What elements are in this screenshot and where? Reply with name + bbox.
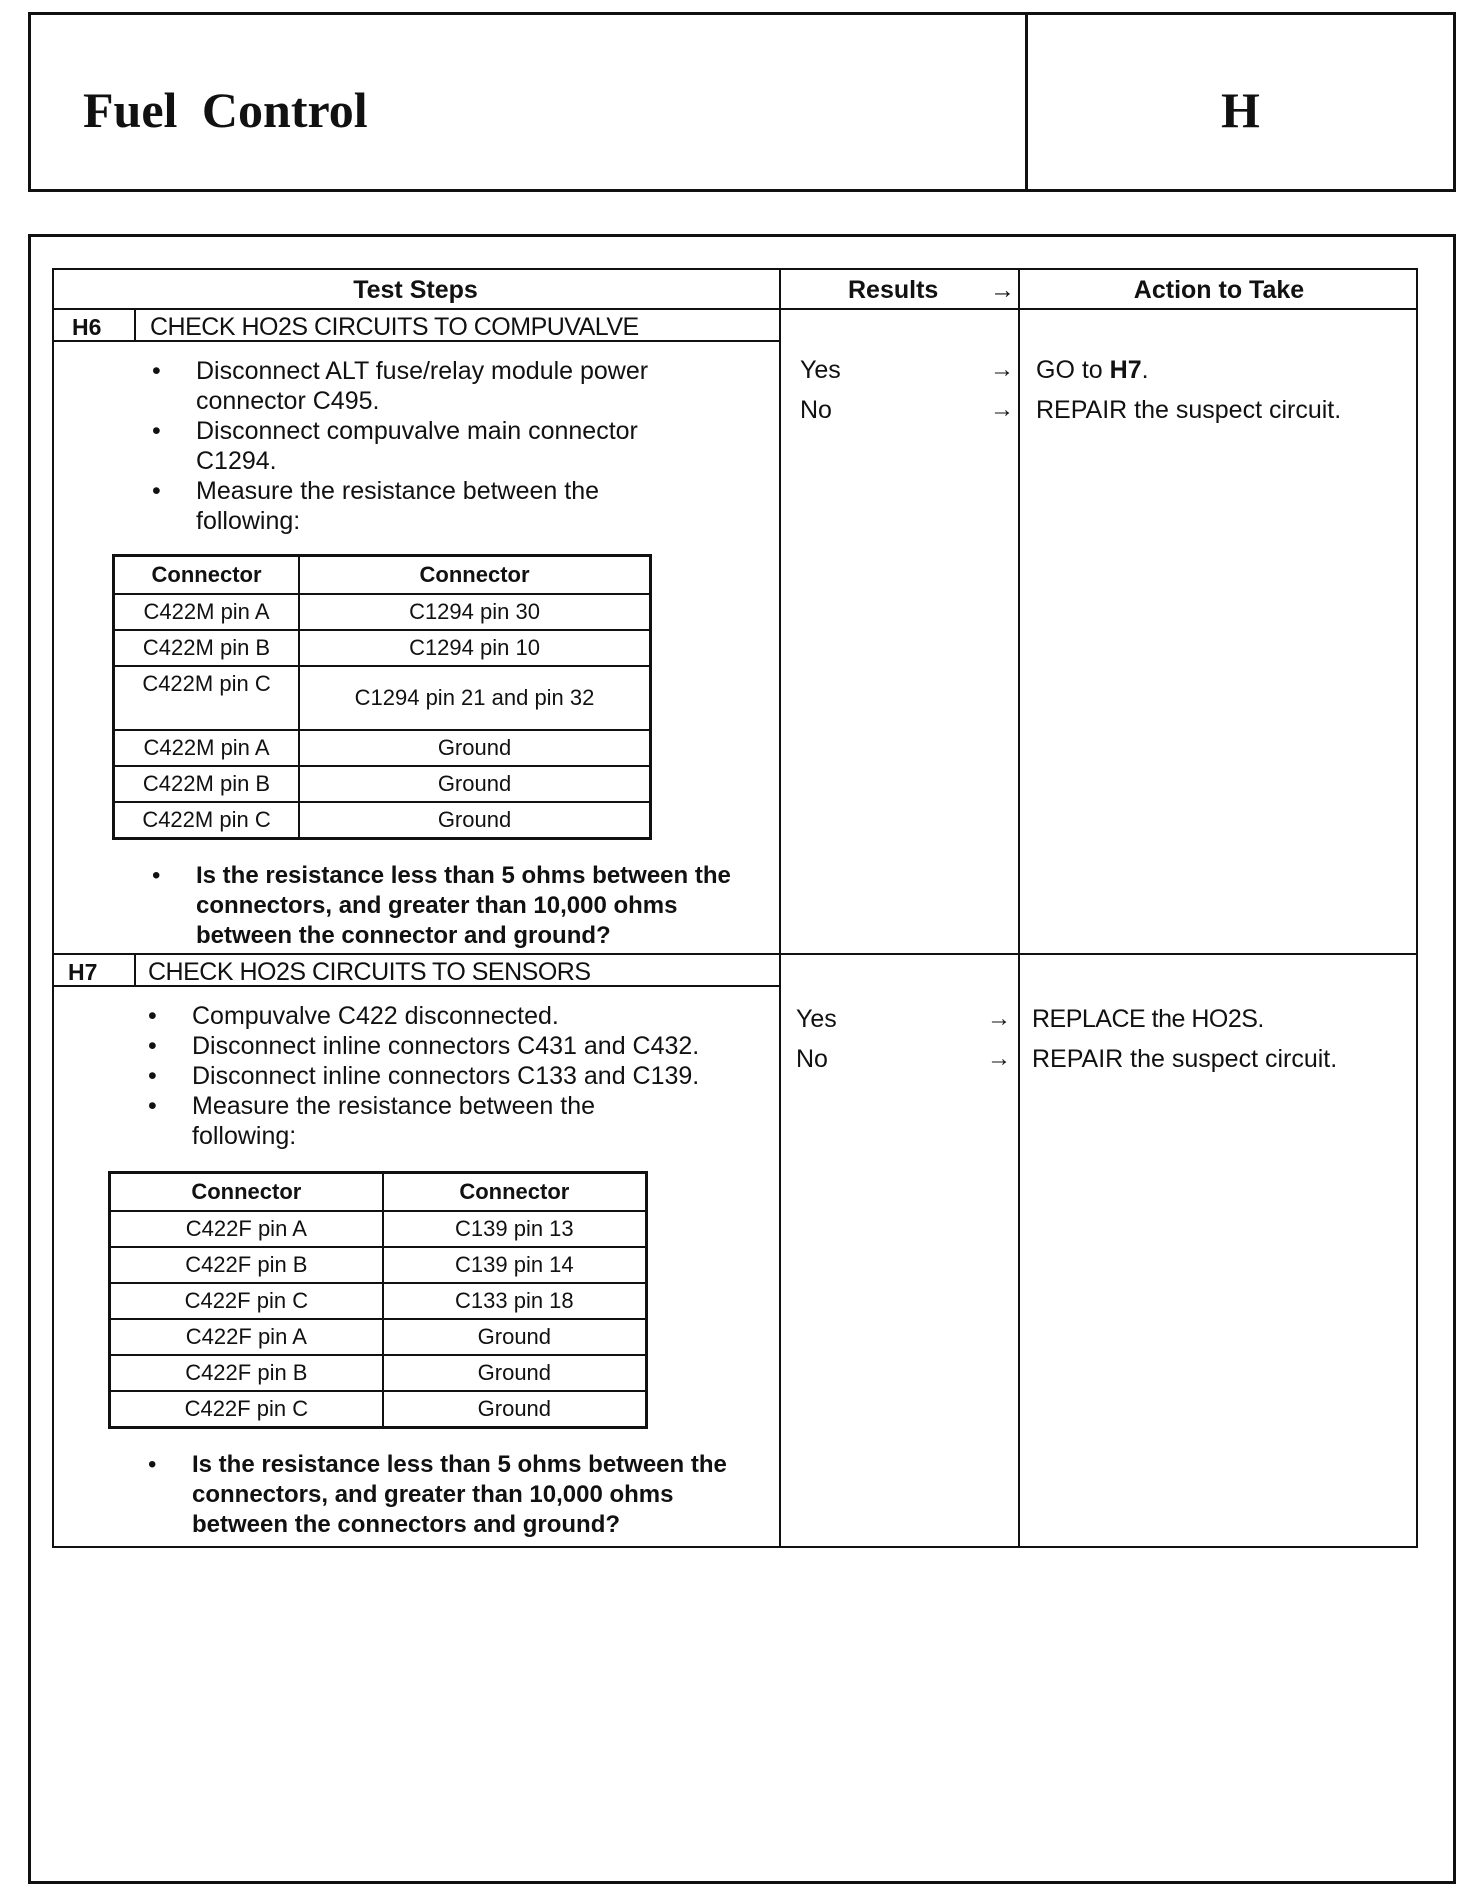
grid-right-border [1416,268,1418,1548]
table-cell: C422M pin C [114,666,300,730]
col-results-arrow: → [990,276,1015,304]
h7-action-yes [1032,1005,1264,1034]
table-cell: Ground [383,1319,647,1355]
action-text: GO to [1036,356,1110,384]
table-cell: C422M pin A [114,730,300,766]
h6-id-divider [134,308,136,341]
table-cell: C1294 pin 30 [299,594,650,630]
h7-result-no: No [796,1045,828,1073]
h6-action-yes [1036,356,1149,385]
table-cell: C422F pin B [110,1247,383,1283]
test-steps-table [52,268,1418,1546]
table-cell: Ground [299,802,650,839]
step-title-h7: CHECK HO2S CIRCUITS TO SENSORS [148,958,591,986]
table-row [114,666,651,730]
h6-result-no-arrow: → [990,396,1014,423]
h6-result-yes: Yes [800,356,841,384]
h6-bullet: • Measure the resistance between the following: [152,476,692,536]
table-row [114,766,651,802]
table-row [114,802,651,839]
h7-result-yes-arrow: → [987,1005,1011,1032]
table-cell: C139 pin 14 [383,1247,647,1283]
h7-result-no-arrow: → [987,1045,1011,1072]
h7-id-divider [134,953,136,986]
grid-top-border [52,268,1418,270]
table-row [110,1319,647,1355]
table-row [110,1211,647,1247]
h7-connector-header: Connector [110,1173,383,1212]
h6-action-no [1036,396,1341,425]
h7-connector-table [108,1171,648,1429]
grid-left-border [52,268,54,1548]
table-row [110,1391,647,1428]
h6-result-no: No [800,396,832,424]
h6-connector-header: Connector [299,556,650,595]
h6-result-yes-arrow: → [990,356,1014,383]
h7-connector-header: Connector [383,1173,647,1212]
table-cell: C422F pin A [110,1319,383,1355]
table-row [110,1283,647,1319]
h7-result-yes: Yes [796,1005,837,1033]
grid-bottom-border [52,1546,1418,1548]
action-text-suffix: . [1141,356,1149,384]
table-cell: C422F pin C [110,1391,383,1428]
table-cell: C422M pin B [114,630,300,666]
page-header [28,12,1456,192]
table-cell: Ground [383,1355,647,1391]
h7-question-text: • Is the resistance less than 5 ohms between the connectors, and greater than 10,000 ohms between the connectors and ground? [148,1450,768,1540]
table-row [114,630,651,666]
action-text: REPAIR the suspect circuit. [1036,396,1342,424]
table-row [114,594,651,630]
h7-bullet: • Disconnect inline connectors C431 and C432. [148,1031,758,1061]
h7-bullet: • Compuvalve C422 disconnected. [148,1001,758,1031]
h6-connector-header: Connector [114,556,300,595]
header-row-border [52,308,1418,310]
table-cell: Ground [299,730,650,766]
results-column-divider [779,268,781,1548]
h6-bullet: • Disconnect ALT fuse/relay module power connector C495. [152,356,692,416]
table-cell: C1294 pin 10 [299,630,650,666]
action-column-divider [1018,268,1020,1548]
table-cell: C422F pin C [110,1283,383,1319]
table-cell: C422M pin C [114,802,300,839]
table-cell: C133 pin 18 [383,1283,647,1319]
h7-bullet: • Disconnect inline connectors C133 and C139. [148,1061,758,1091]
step-id-h6: H6 [72,314,102,340]
table-cell: C422F pin B [110,1355,383,1391]
h6-bullet: • Disconnect compuvalve main connector C1294. [152,416,692,476]
col-test-steps: Test Steps [353,276,478,304]
table-cell: Ground [383,1391,647,1428]
table-row [114,730,651,766]
table-cell: C139 pin 13 [383,1211,647,1247]
action-text: REPAIR the suspect circuit. [1032,1045,1338,1073]
h7-bullet: • Measure the resistance between the following: [148,1091,662,1151]
table-row [110,1355,647,1391]
h7-question [148,1450,768,1540]
h6-h7-divider [52,953,1418,955]
table-cell: C422M pin B [114,766,300,802]
table-row [110,1247,647,1283]
col-results: Results [848,276,939,304]
h6-connector-table [112,554,652,840]
h6-question-text: • Is the resistance less than 5 ohms between the connectors, and greater than 10,000 ohms between the connector and ground? [152,861,752,951]
h7-action-no [1032,1045,1337,1074]
page-title: Fuel Control [83,82,368,138]
h7-bullet-list [148,1001,758,1151]
action-text: REPLACE the HO2S. [1032,1005,1264,1033]
col-action: Action to Take [1133,276,1305,304]
h6-bullet-list [152,356,692,536]
table-cell: C422M pin A [114,594,300,630]
step-id-h7: H7 [68,959,98,985]
table-cell: Ground [299,766,650,802]
table-cell: C1294 pin 21 and pin 32 [299,666,650,730]
step-title-h6: CHECK HO2S CIRCUITS TO COMPUVALVE [150,313,639,341]
h6-question [152,861,752,951]
action-step-ref: H7 [1109,356,1142,384]
section-letter: H [1221,82,1260,138]
table-cell: C422F pin A [110,1211,383,1247]
